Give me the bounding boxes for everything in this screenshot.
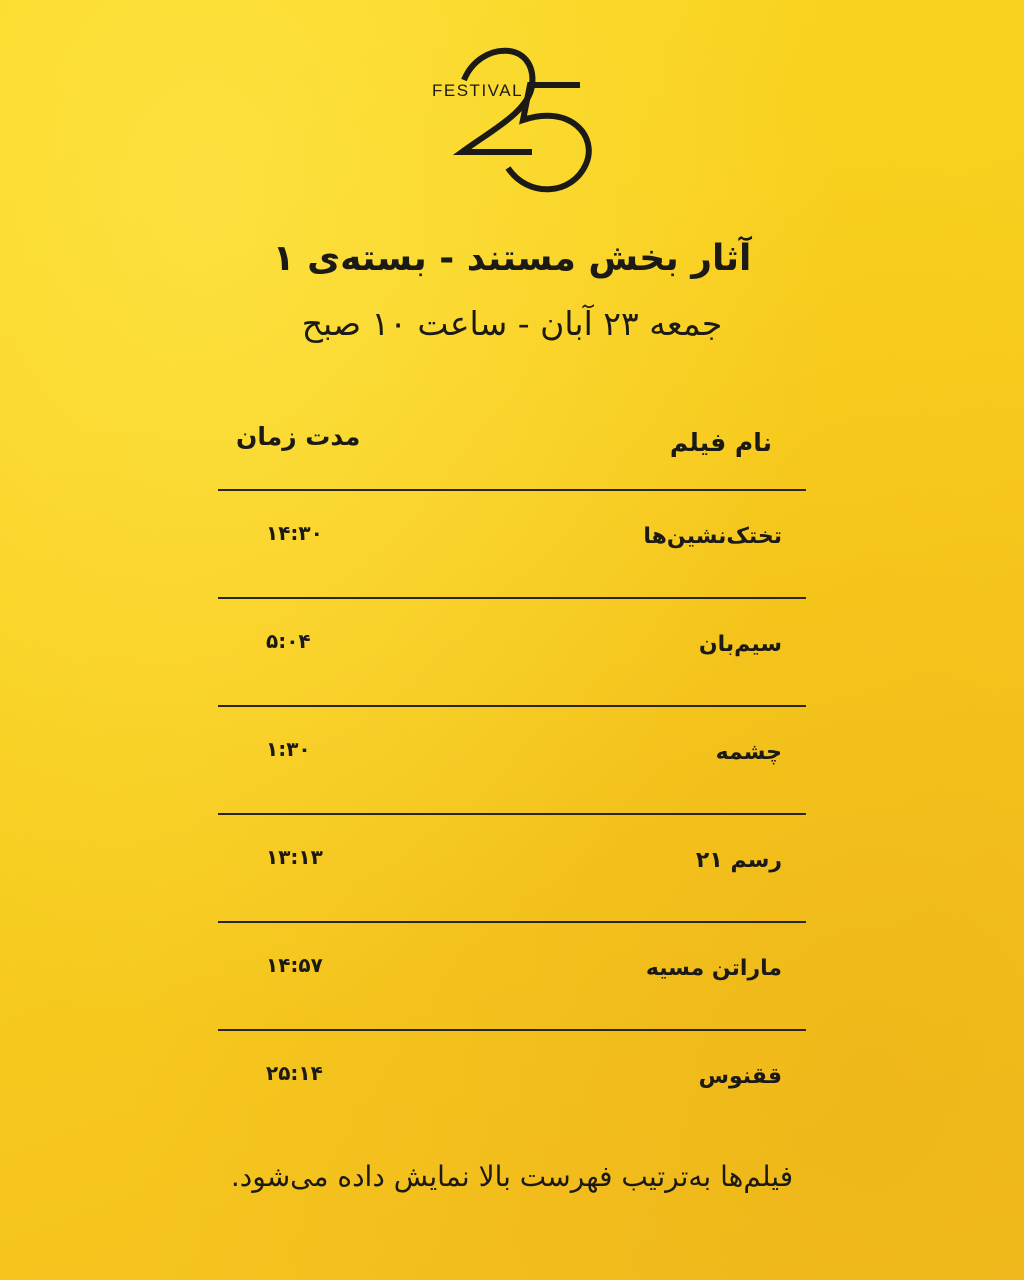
table-row (218, 813, 806, 923)
film-title: سیم‌بان (698, 632, 782, 657)
logo-digit-five (508, 85, 589, 189)
footer-note: فیلم‌ها به‌ترتیب فهرست بالا نمایش داده می‌شود. (230, 1160, 794, 1193)
page-subtitle: جمعه ۲۳ آبان - ساعت ۱۰ صبح (301, 304, 723, 343)
film-duration: ۲۵:۱۴ (266, 1061, 323, 1085)
film-duration: ۱۴:۵۷ (266, 953, 323, 977)
film-title: رسم ۲۱ (695, 848, 782, 873)
film-duration: ۱۴:۳۰ (266, 521, 323, 545)
film-duration: ۱:۳۰ (266, 737, 311, 761)
film-title: تختک‌نشین‌ها (643, 524, 782, 549)
film-title: ققنوس (698, 1064, 782, 1089)
table-row (218, 921, 806, 1031)
table-row (218, 597, 806, 707)
film-duration: ۵:۰۴ (266, 629, 311, 653)
logo-festival-text: FESTIVAL (432, 81, 524, 100)
table-row (218, 705, 806, 815)
film-duration: ۱۳:۱۳ (266, 845, 323, 869)
film-title: چشمه (715, 740, 782, 765)
column-header-duration: مدت زمان (236, 422, 361, 451)
festival-logo (420, 38, 605, 208)
page-title: آثار بخش مستند - بسته‌ی ۱ (272, 238, 752, 279)
column-header-film-name: نام فیلم (669, 428, 772, 457)
table-row (218, 489, 806, 599)
logo-digit-two (462, 51, 532, 152)
table-row (218, 1029, 806, 1139)
film-title: ماراتن مسیه (645, 956, 782, 981)
